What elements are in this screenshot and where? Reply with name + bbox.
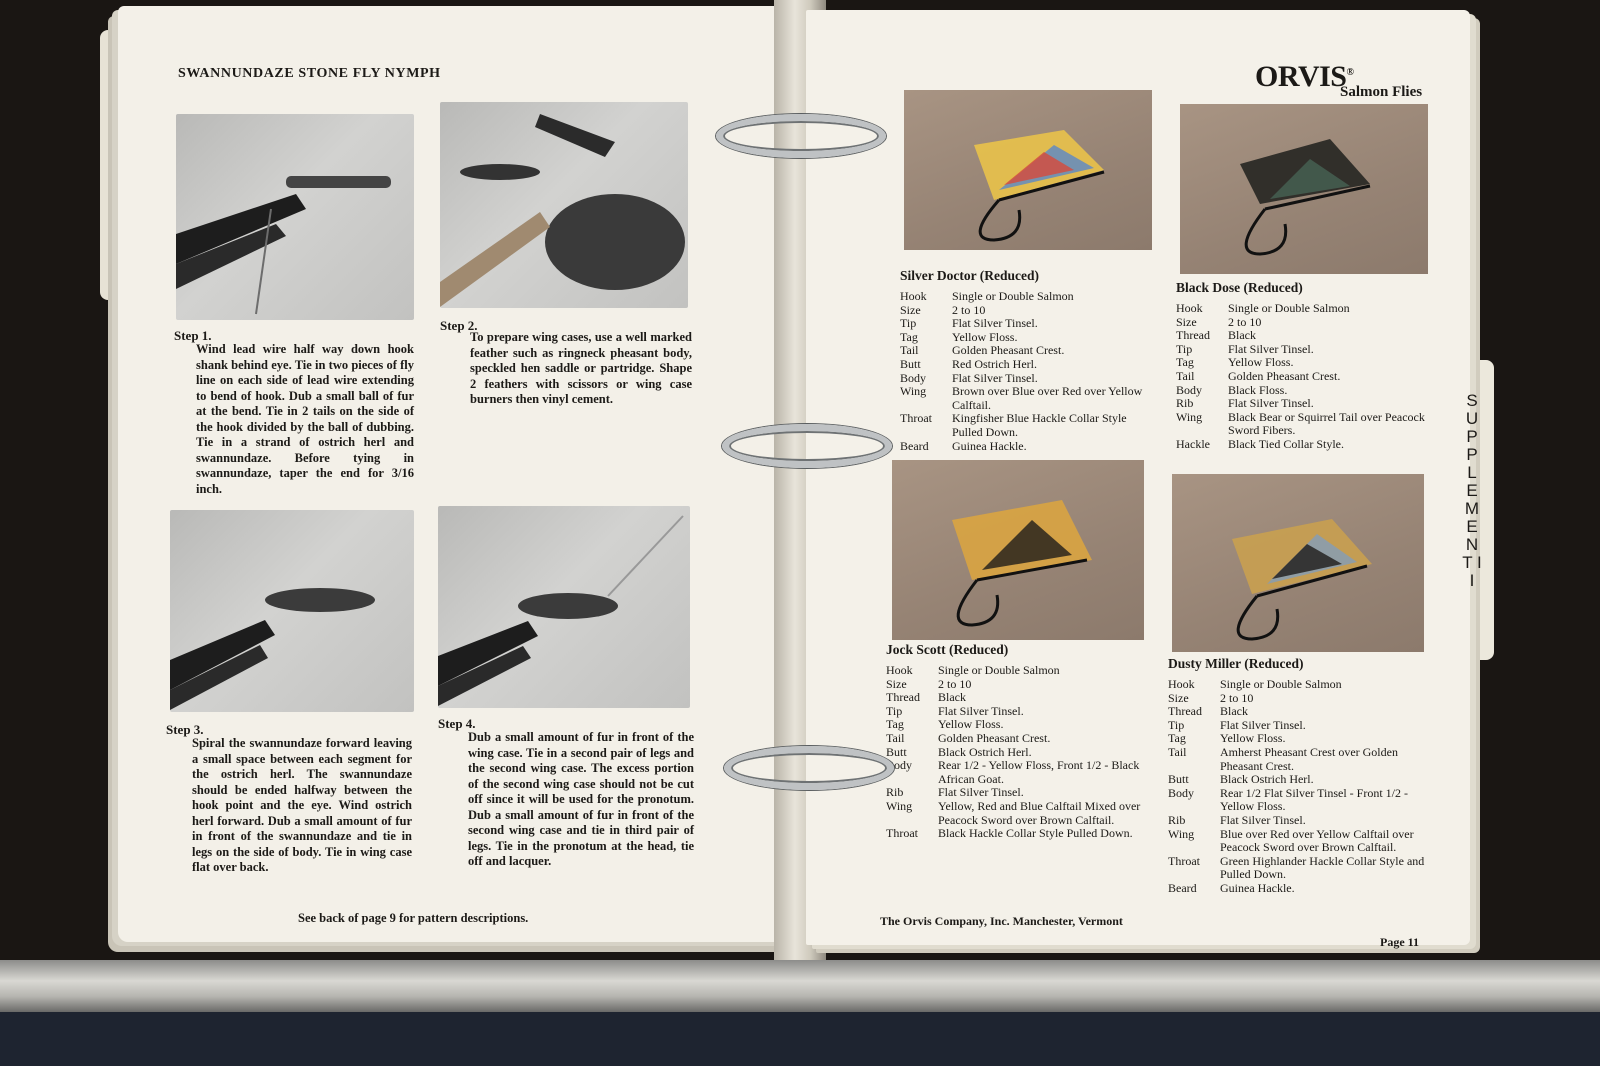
pattern-name: Jock Scott (Reduced) xyxy=(886,642,1009,657)
pattern-row: Size 2 to 10 xyxy=(1176,314,1262,329)
pattern-row: Hook Single or Double Salmon xyxy=(900,289,1074,303)
pattern-row: Tag Yellow Floss. xyxy=(1176,355,1294,370)
pattern-row: Throat Black Hackle Collar Style Pulled Down. xyxy=(886,826,1133,841)
wing-case-materials-icon xyxy=(440,102,688,308)
pattern-row: Throat Green Highlander Hackle Collar Style and Pulled Down. xyxy=(1168,853,1425,882)
pattern-row: Beard Guinea Hackle. xyxy=(1168,880,1295,895)
dusty-miller-photo xyxy=(1172,474,1424,652)
pattern-silver-doctor xyxy=(900,268,1160,453)
pattern-row: Rib Flat Silver Tinsel. xyxy=(1168,812,1306,827)
pattern-row: Wing Black Bear or Squirrel Tail over Peacock Sword Fibers. xyxy=(1176,409,1425,438)
pattern-row: Rib Flat Silver Tinsel. xyxy=(1176,396,1314,411)
left-page xyxy=(118,6,794,942)
pattern-name: Silver Doctor (Reduced) xyxy=(900,268,1039,283)
step-1-photo xyxy=(176,114,414,320)
nymph-on-vise-icon xyxy=(170,510,414,712)
pattern-row: Wing Brown over Blue over Red over Yellow Calftail. xyxy=(900,384,1143,412)
pattern-row: Hook Single or Double Salmon xyxy=(886,663,1060,677)
page-title: SWANNUNDAZE STONE FLY NYMPH xyxy=(178,66,441,81)
pattern-row: Thread Black xyxy=(886,690,966,705)
pattern-row: Throat Kingfisher Blue Hackle Collar Style Pulled Down. xyxy=(900,411,1127,439)
pattern-jock-scott xyxy=(886,642,1146,841)
pattern-row: Rib Flat Silver Tinsel. xyxy=(886,785,1024,800)
salmon-fly-icon xyxy=(1172,474,1424,652)
pattern-row: Body Flat Silver Tinsel. xyxy=(900,370,1038,385)
step-4-label: Step 4. xyxy=(438,716,476,731)
pattern-row: Body Rear 1/2 - Yellow Floss, Front 1/2 - Black African Goat. xyxy=(886,758,1140,786)
section-title: Salmon Flies xyxy=(1340,84,1423,100)
pattern-row: Tail Amherst Pheasant Crest over Golden Pheasant Crest. xyxy=(1168,744,1398,773)
salmon-fly-icon xyxy=(892,460,1144,640)
jock-scott-photo xyxy=(892,460,1144,640)
step-4-photo xyxy=(438,506,690,708)
right-page-footer: The Orvis Company, Inc. Manchester, Vermont xyxy=(880,914,1123,928)
orvis-logo xyxy=(1255,60,1353,94)
pattern-row: Hook Single or Double Salmon xyxy=(1176,301,1350,315)
pattern-row: Tail Golden Pheasant Crest. xyxy=(1176,368,1341,383)
binder-ring-middle xyxy=(722,424,892,468)
pattern-row: Butt Black Ostrich Herl. xyxy=(1168,772,1314,787)
salmon-fly-icon xyxy=(1180,104,1428,274)
pattern-row: Tip Flat Silver Tinsel. xyxy=(1176,341,1314,356)
supplement-tab-label: SUPPLEMENT II xyxy=(1462,391,1482,590)
step-3-photo xyxy=(170,510,414,712)
pattern-name: Black Dose (Reduced) xyxy=(1176,280,1303,295)
pattern-row: Hackle Black Tied Collar Style. xyxy=(1176,436,1345,451)
left-page-footer: See back of page 9 for pattern descriptions. xyxy=(298,911,529,925)
black-dose-photo xyxy=(1180,104,1428,274)
step-3-label: Step 3. xyxy=(166,722,204,737)
step-2-photo xyxy=(440,102,688,308)
table-surface xyxy=(0,1010,1600,1066)
pattern-row: Butt Red Ostrich Herl. xyxy=(900,356,1037,371)
pattern-row: Wing Yellow, Red and Blue Calftail Mixed over Peacock Sword over Brown Calftail. xyxy=(886,798,1141,827)
page-number: Page 11 xyxy=(1380,935,1419,949)
silver-doctor-photo xyxy=(904,90,1152,250)
step-4-text: Dub a small amount of fur in front of the wing case. Tie in a second pair of legs and the second wing case. The excess portion of the second wing case should not be cut off since it will be used for the pronotum. Dub a small amount of fur in front of the second wing case and tie in third pair of legs. Tie in the pronotum at the head, tie off and lacquer. xyxy=(468,730,694,868)
pattern-row: Size 2 to 10 xyxy=(886,676,972,691)
pattern-row: Wing Blue over Red over Yellow Calftail over Peacock Sword over Brown Calftail. xyxy=(1168,826,1414,855)
pattern-row: Tail Golden Pheasant Crest. xyxy=(886,730,1051,745)
pattern-row: Beard Guinea Hackle. xyxy=(900,438,1027,453)
pattern-row: Size 2 to 10 xyxy=(900,302,986,317)
pattern-black-dose xyxy=(1176,280,1436,452)
brand-name: ORVIS xyxy=(1255,60,1347,93)
pattern-row: Tip Flat Silver Tinsel. xyxy=(900,316,1038,331)
pattern-row: Tail Golden Pheasant Crest. xyxy=(900,343,1065,358)
pattern-row: Thread Black xyxy=(1176,328,1256,343)
pattern-row: Tag Yellow Floss. xyxy=(1168,731,1286,746)
step-1-label: Step 1. xyxy=(174,328,212,343)
step-1-text: Wind lead wire half way down hook shank behind eye. Tie in two pieces of fly line on each side of lead wire extending to bend of hook. Dub a small ball of fur at the bend. Tie in 2 tails on the side of the hook divided by the ball of dubbing. Tie in a strand of ostrich herl and swannundaze. Before tying in swannundaze, taper the end for 3/16 inch. xyxy=(196,342,414,496)
pattern-row: Tip Flat Silver Tinsel. xyxy=(1168,717,1306,732)
pattern-row: Tip Flat Silver Tinsel. xyxy=(886,703,1024,718)
binder-rail xyxy=(0,960,1600,1012)
step-3-text: Spiral the swannundaze forward leaving a small space between each segment for the ostrich herl. The swannundaze should be ended halfway between the hook point and the eye. Wind ostrich herl forward. Dub a small amount of fur in front of the swannundaze and tie in legs on the side of body. Tie in wing case flat over back. xyxy=(192,736,412,874)
binder-ring-top xyxy=(716,114,886,158)
registered-mark: ® xyxy=(1346,67,1354,78)
pattern-row: Tag Yellow Floss. xyxy=(900,329,1018,344)
pattern-row: Body Black Floss. xyxy=(1176,382,1288,397)
pattern-row: Thread Black xyxy=(1168,704,1248,719)
pattern-name: Dusty Miller (Reduced) xyxy=(1168,656,1304,671)
salmon-fly-icon xyxy=(904,90,1152,250)
pattern-row: Size 2 to 10 xyxy=(1168,690,1254,705)
binder-ring-bottom xyxy=(724,746,894,790)
finished-nymph-icon xyxy=(438,506,690,708)
pattern-row: Hook Single or Double Salmon xyxy=(1168,677,1342,691)
pattern-row: Body Rear 1/2 Flat Silver Tinsel - Front 1/2 - Yellow Floss. xyxy=(1168,785,1409,814)
pattern-dusty-miller xyxy=(1168,656,1428,896)
pattern-row: Butt Black Ostrich Herl. xyxy=(886,744,1032,759)
step-2-label: Step 2. xyxy=(440,318,478,333)
vise-icon xyxy=(176,114,414,320)
pattern-row: Tag Yellow Floss. xyxy=(886,717,1004,732)
step-2-text: To prepare wing cases, use a well marked feather such as ringneck pheasant body, speckled hen saddle or partridge. Shape 2 feathers with scissors or wing case burners then vinyl cement. xyxy=(470,330,692,406)
